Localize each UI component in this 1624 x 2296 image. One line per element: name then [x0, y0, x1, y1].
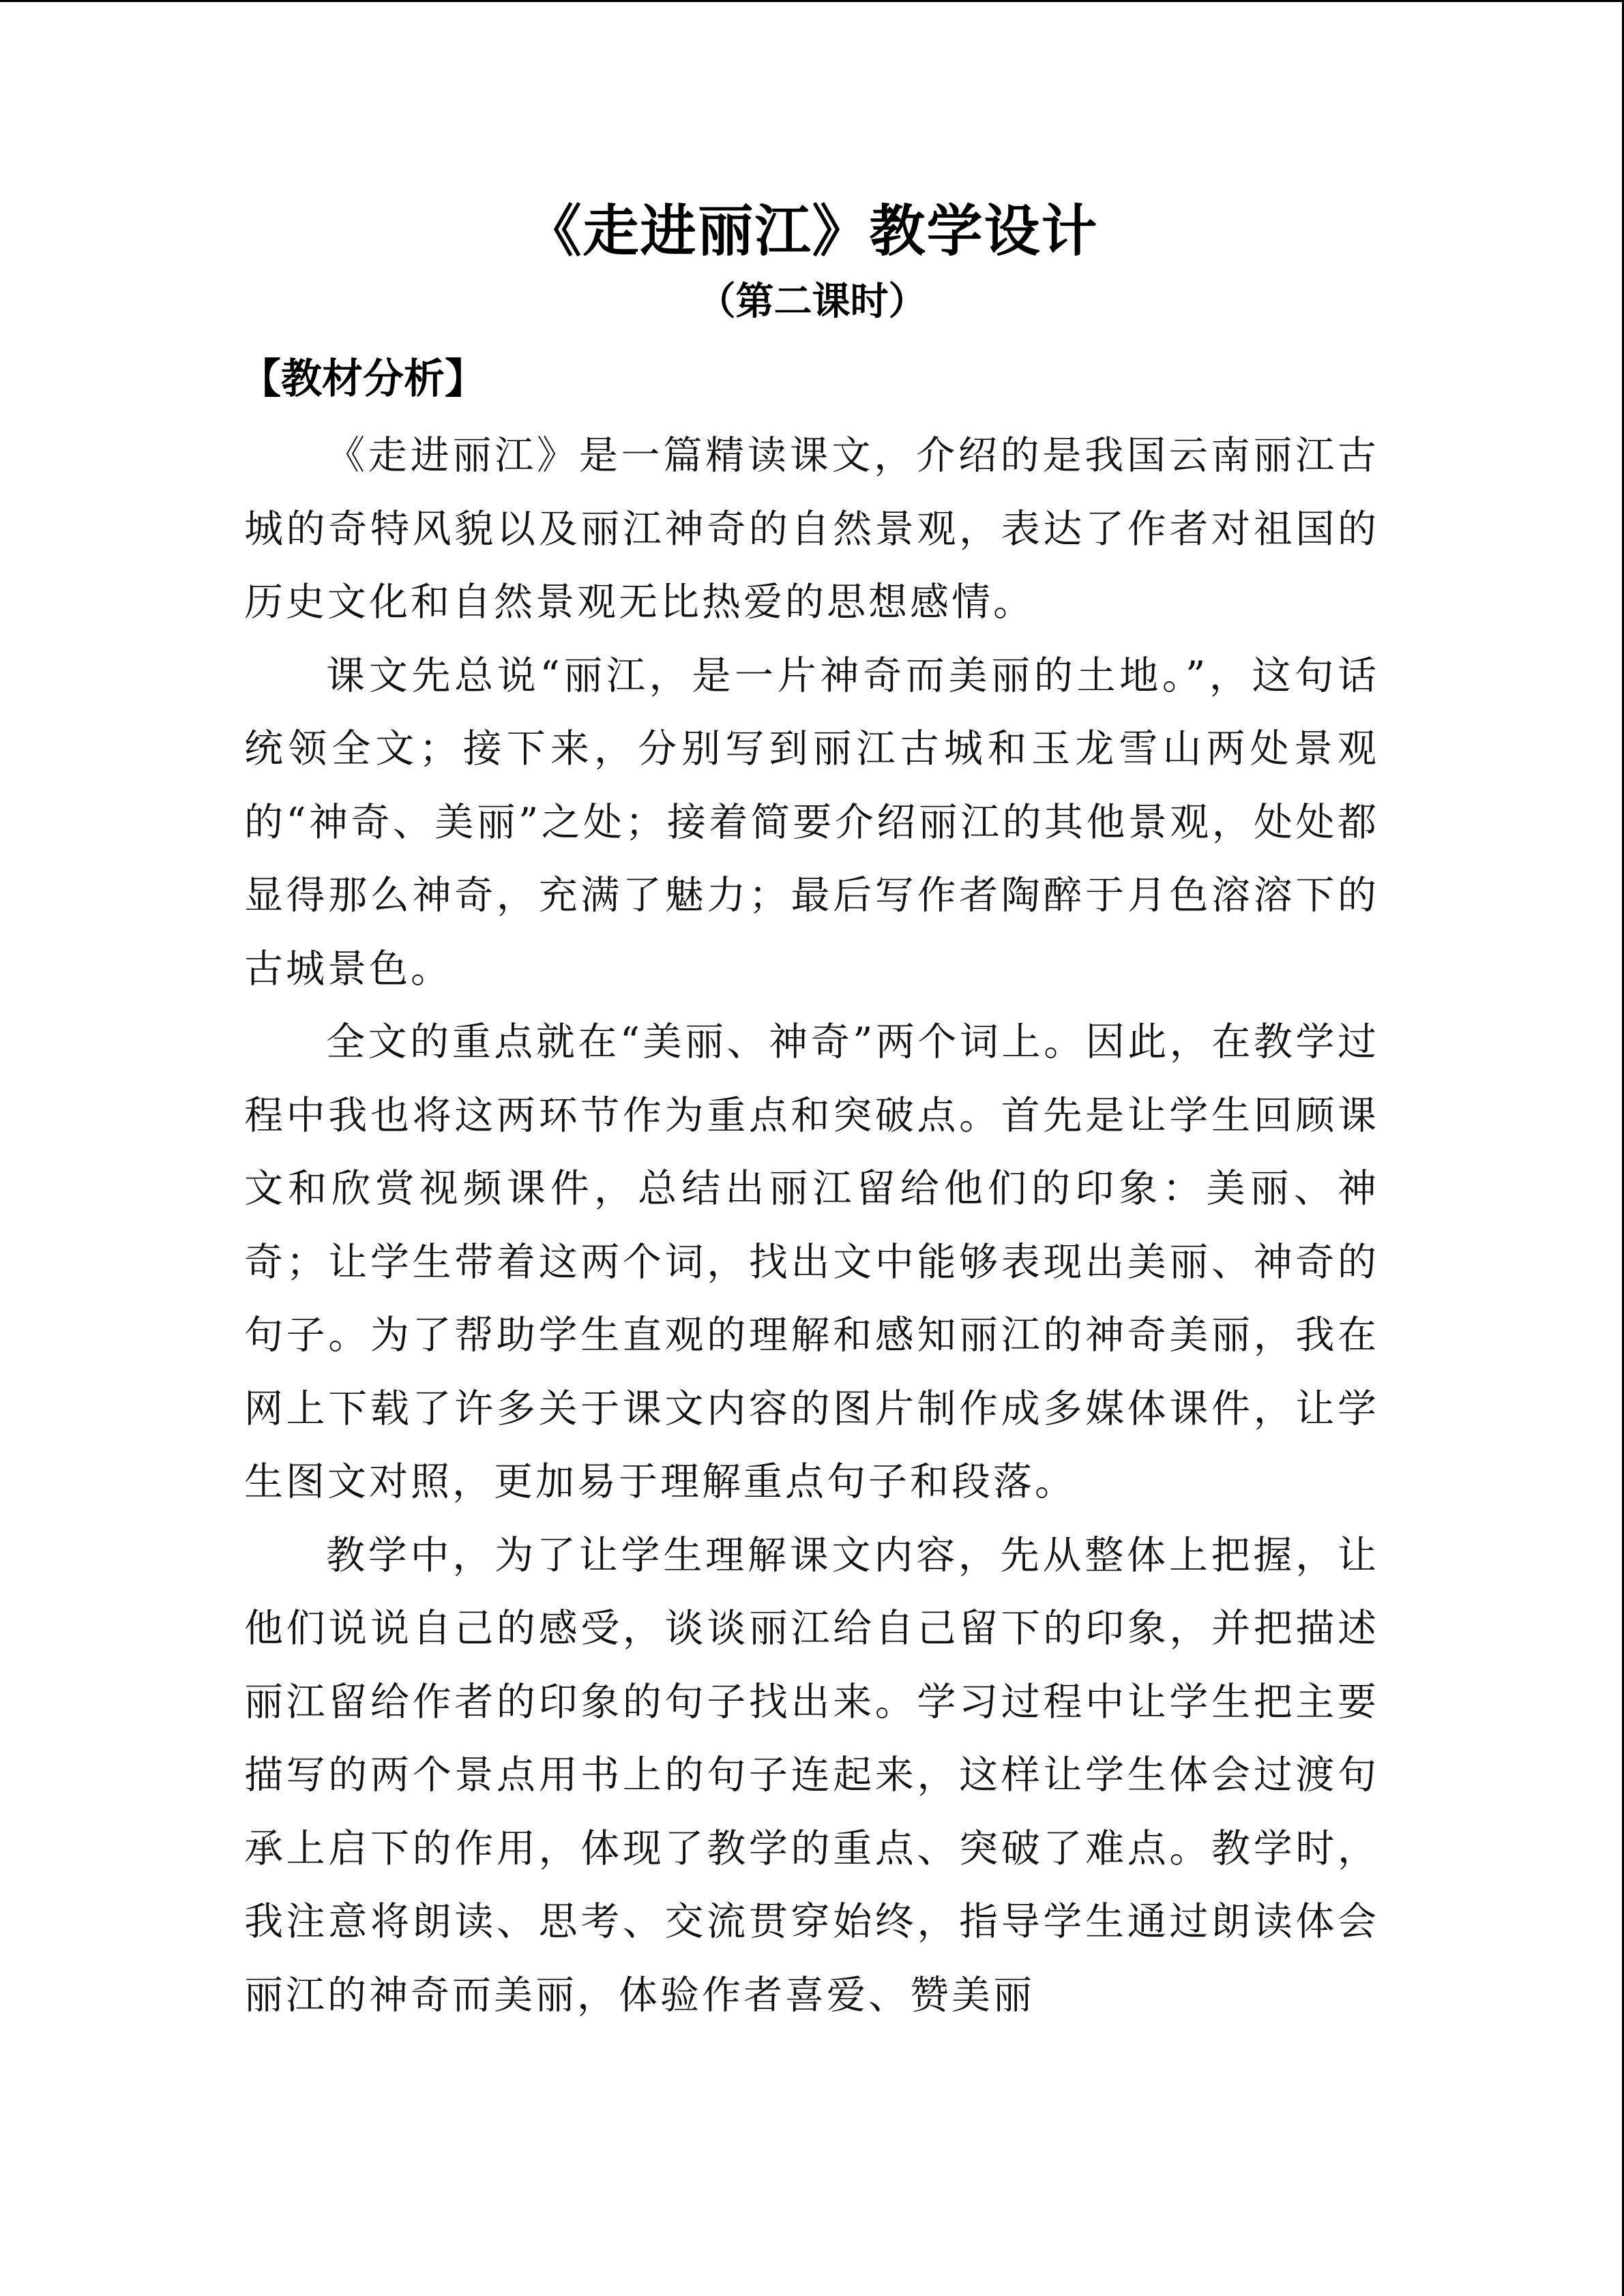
- document-subtitle: （第二课时）: [697, 280, 927, 324]
- paragraph: 课文先总说“丽江，是一片神奇而美丽的土地。”，这句话统领全文；接下来，分别写到丽江古城和玉龙雪山两处景观的“神奇、美丽”之处；接着简要介绍丽江的其他景观，处处都显得那么神奇，充满了魅力；最后写作者陶醉于月色溶溶下的古城景色。: [244, 653, 1379, 992]
- document-title: 《走进丽江》教学设计: [525, 199, 1099, 264]
- body-text: [244, 419, 1379, 2032]
- section-heading: 【教材分析】: [240, 355, 486, 403]
- paragraph: 《走进丽江》是一篇精读课文，介绍的是我国云南丽江古城的奇特风貌以及丽江神奇的自然景观，表达了作者对祖国的历史文化和自然景观无比热爱的思想感情。: [244, 433, 1379, 625]
- paragraph: 全文的重点就在“美丽、神奇”两个词上。因此，在教学过程中我也将这两环节作为重点和突破点。首先是让学生回顾课文和欣赏视频课件，总结出丽江留给他们的印象：美丽、神奇；让学生带着这两个词，找出文中能够表现出美丽、神奇的句子。为了帮助学生直观的理解和感知丽江的神奇美丽，我在网上下载了许多关于课文内容的图片制作成多媒体课件，让学生图文对照，更加易于理解重点句子和段落。: [244, 1019, 1379, 1504]
- paragraph: 教学中，为了让学生理解课文内容，先从整体上把握，让他们说说自己的感受，谈谈丽江给自己留下的印象，并把描述丽江留给作者的印象的句子找出来。学习过程中让学生把主要描写的两个景点用书上的句子连起来，这样让学生体会过渡句承上启下的作用，体现了教学的重点、突破了难点。教学时，我注意将朗读、思考、交流贯穿始终，指导学生通过朗读体会丽江的神奇而美丽，体验作者喜爱、赞美丽: [244, 1532, 1379, 2018]
